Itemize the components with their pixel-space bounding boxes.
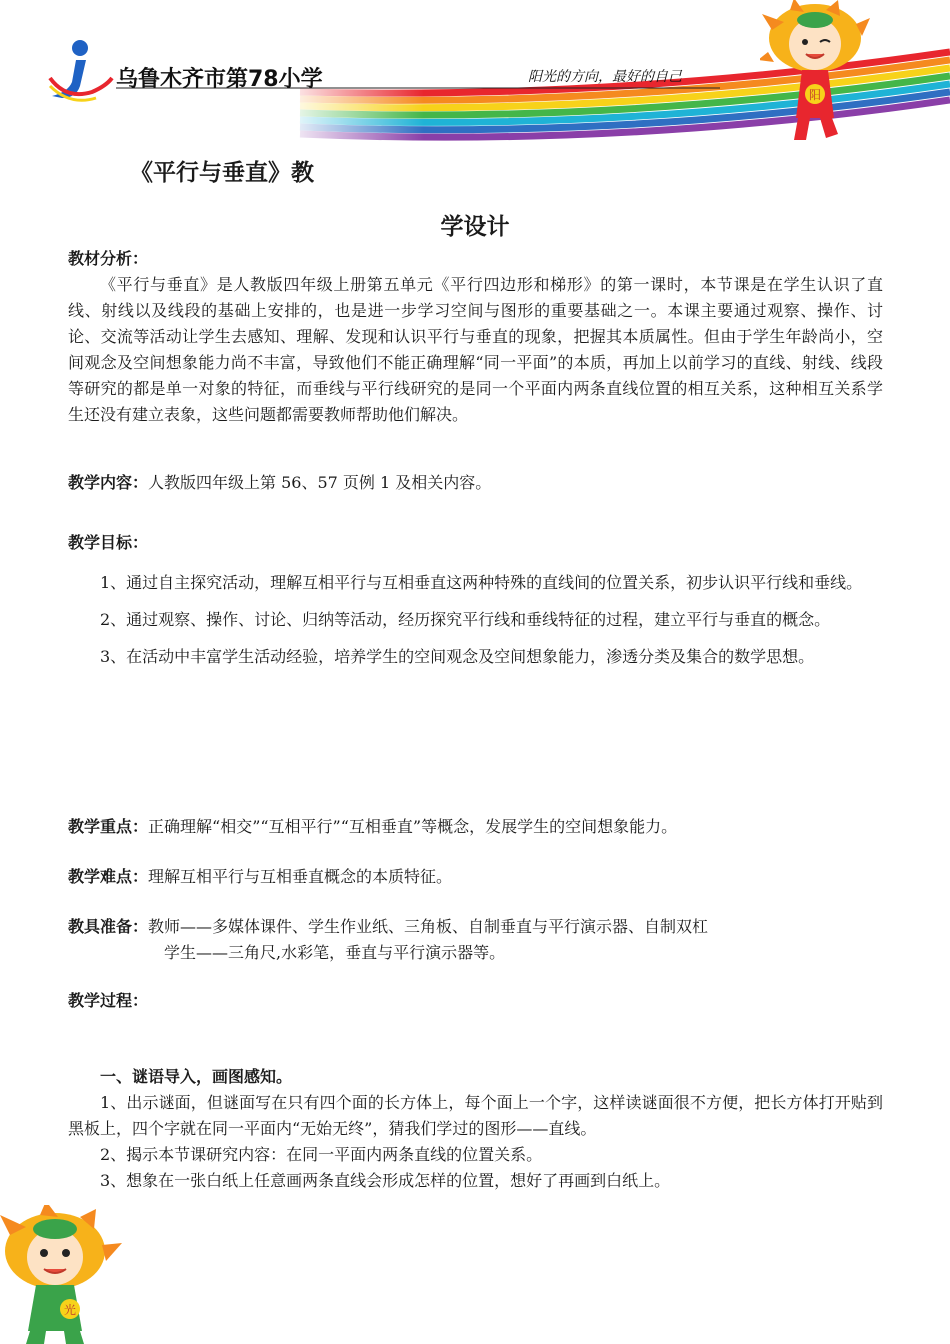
page-header — [0, 0, 950, 150]
analysis-text: 《平行与垂直》是人教版四年级上册第五单元《平行四边形和梯形》的第一课时，本节课是在学生认识了直线、射线以及线段的基础上安排的，也是进一步学习空间与图形的重要基础之一。本课主要通过观察、操作、讨论、交流等活动让学生去感知、理解、发现和认识平行与垂直的现象，把握其本质属性。但由于学生年龄尚小，空间观念及空间想象能力尚不丰富，导致他们不能正确理解“同一平面”的本质，再加上以前学习的直线、射线、线段等研究的都是单一对象的特征，而垂线与平行线研究的是同一个平面内两条直线位置的相互关系，这种相互关系学生还没有建立表象，这些问题都需要教师帮助他们解决。 — [68, 275, 883, 424]
process-item-1: 1、出示谜面，但谜面写在只有四个面的长方体上，每个面上一个字，这样读谜面很不方便，把长方体打开贴到黑板上，四个字就在同一平面内“无始无终”，猜我们学过的图形——直线。 — [68, 1093, 883, 1138]
goal-item-2: 2、通过观察、操作、讨论、归纳等活动，经历探究平行线和垂线特征的过程，建立平行与垂直的概念。 — [100, 610, 831, 629]
teaching-content-label: 教学内容： — [68, 473, 149, 492]
mascot-badge-text: 阳 — [808, 88, 822, 102]
document-title-line-1: 《平行与垂直》教 — [130, 160, 314, 186]
difficulties-text: 理解互相平行与互相垂直概念的本质特征。 — [148, 867, 453, 886]
goals-label: 教学目标： — [68, 533, 149, 552]
sunflower-mascot-footer-icon — [0, 1205, 125, 1344]
analysis-label: 教材分析： — [68, 249, 149, 268]
goal-item-1: 1、通过自主探究活动，理解互相平行与互相垂直这两种特殊的直线间的位置关系，初步认识平行线和垂线。 — [100, 573, 863, 592]
footer-mascot-badge-text: 光 — [63, 1303, 77, 1317]
key-points-label: 教学重点： — [68, 817, 149, 836]
school-name: 乌鲁木齐市第78小学 — [116, 67, 323, 92]
materials-section — [68, 914, 883, 966]
analysis-section — [68, 246, 883, 428]
goal-item-3: 3、在活动中丰富学生活动经验，培养学生的空间观念及空间想象能力，渗透分类及集合的数学思想。 — [100, 647, 815, 666]
materials-label: 教具准备： — [68, 917, 149, 936]
process-item-3: 3、想象在一张白纸上任意画两条直线会形成怎样的位置，想好了再画到白纸上。 — [100, 1171, 671, 1190]
process-part-1 — [68, 1064, 883, 1194]
key-points-section — [68, 814, 883, 840]
process-section — [68, 988, 883, 1014]
difficulties-section — [68, 864, 883, 890]
school-logo-icon — [46, 38, 116, 108]
school-motto: 阳光的方向，最好的自己 — [528, 69, 682, 85]
teaching-content-section — [68, 470, 883, 496]
document-title-line-2: 学设计 — [440, 214, 510, 240]
teaching-content-text: 人教版四年级上第 56、57 页例 1 及相关内容。 — [148, 473, 492, 492]
materials-teacher: 教师——多媒体课件、学生作业纸、三角板、自制垂直与平行演示器、自制双杠 — [148, 917, 709, 936]
process-item-2: 2、揭示本节课研究内容：在同一平面内两条直线的位置关系。 — [100, 1145, 543, 1164]
process-label: 教学过程： — [68, 991, 149, 1010]
key-points-text: 正确理解“相交”“互相平行”“互相垂直”等概念，发展学生的空间想象能力。 — [148, 817, 678, 836]
difficulties-label: 教学难点： — [68, 867, 149, 886]
process-section-1-title: 一、谜语导入，画图感知。 — [100, 1067, 293, 1086]
materials-student: 学生——三角尺,水彩笔，垂直与平行演示器等。 — [164, 943, 506, 962]
sunflower-mascot-icon — [760, 0, 870, 150]
goals-section — [68, 530, 883, 675]
